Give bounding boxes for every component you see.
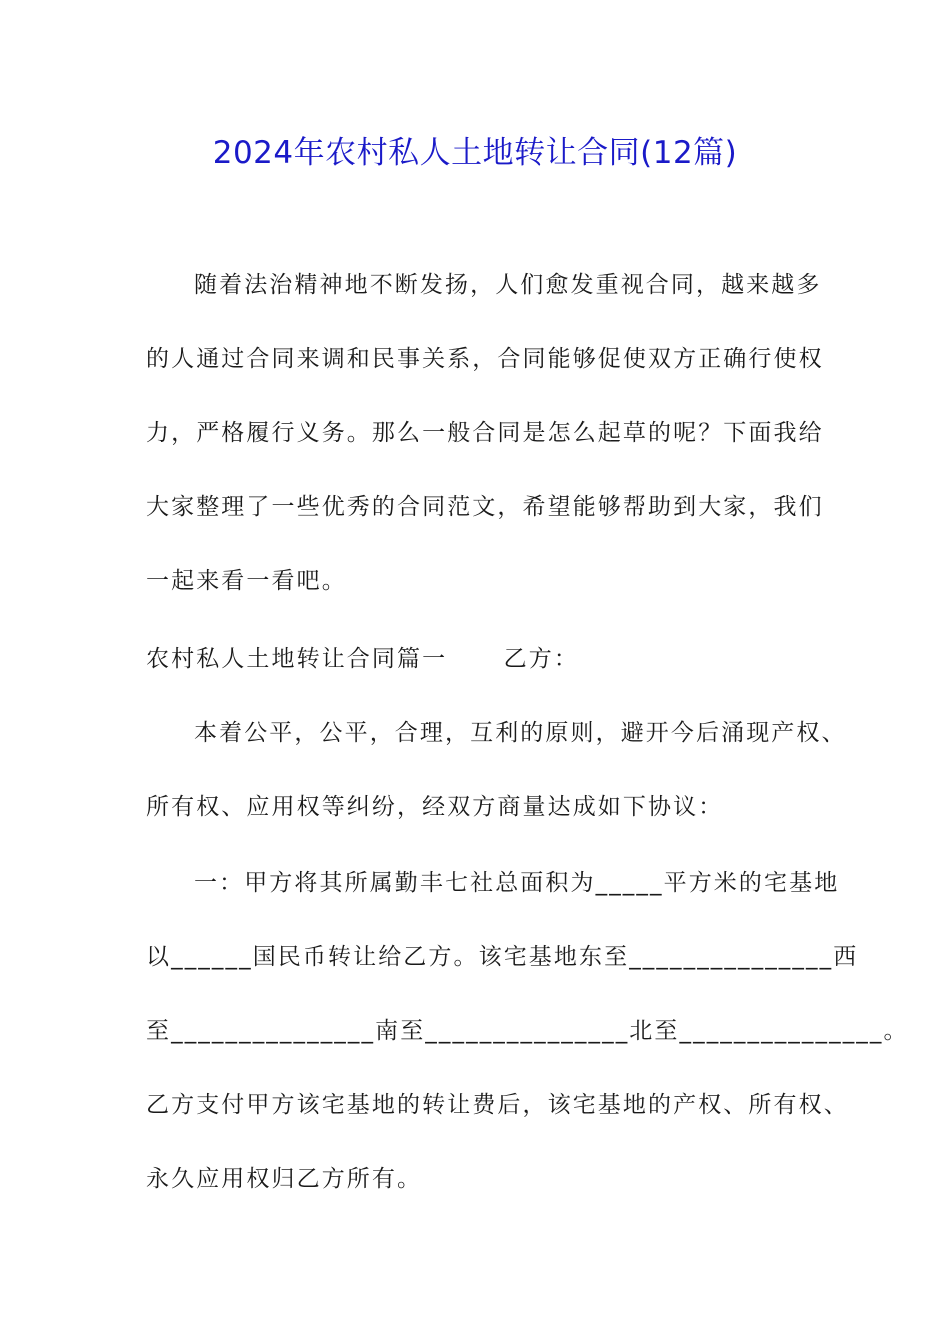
paragraph-line: 随着法治精神地不断发扬，人们愈发重视合同，越来越多	[194, 272, 822, 298]
clause-line: 永久应用权归乙方所有。	[146, 1166, 423, 1192]
paragraph-line: 一起来看一看吧。	[146, 568, 347, 594]
paragraph-line: 力，严格履行义务。那么一般合同是怎么起草的呢？下面我给	[146, 420, 824, 446]
document-title: 2024年农村私人土地转让合同(12篇)	[212, 135, 738, 171]
clause-line: 乙方支付甲方该宅基地的转让费后，该宅基地的产权、所有权、	[146, 1092, 849, 1118]
clause-line: 一：甲方将其所属勤丰七社总面积为_____平方米的宅基地	[194, 870, 840, 896]
clause-line: 以______国民币转让给乙方。该宅基地东至_______________西	[146, 944, 859, 970]
paragraph-line: 本着公平，公平，合理，互利的原则，避开今后涌现产权、	[194, 720, 847, 746]
clause-line: 至_______________南至_______________北至_______________。	[146, 1018, 909, 1044]
section-heading: 农村私人土地转让合同篇一 乙方：	[146, 646, 579, 672]
paragraph-line: 所有权、应用权等纠纷，经双方商量达成如下协议：	[146, 794, 724, 820]
paragraph-line: 大家整理了一些优秀的合同范文，希望能够帮助到大家，我们	[146, 494, 824, 520]
paragraph-line: 的人通过合同来调和民事关系，合同能够促使双方正确行使权	[146, 346, 824, 372]
